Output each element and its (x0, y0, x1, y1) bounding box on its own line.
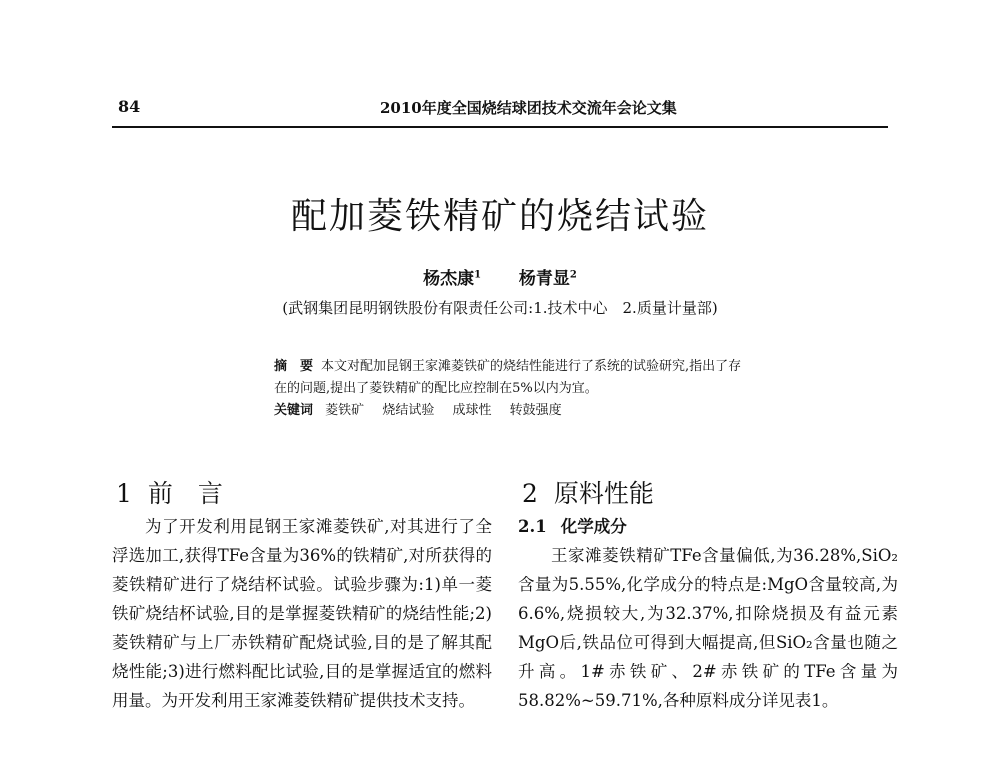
section-title: 前 言 (147, 479, 223, 508)
section-number: 1 (116, 479, 132, 508)
section2-paragraph: 王家滩菱铁精矿TFe含量偏低,为36.28%,SiO₂含量为5.55%,化学成分的特点是:MgO含量较高,为6.6%,烧损较大,为32.37%,扣除烧损及有益元素MgO后,铁品位可得到大幅提高,但SiO₂含量也随之升高。1#赤铁矿、2#赤铁矿的TFe含量为58.82%~59.71%,各种原料成分详见表1。 (518, 546, 898, 710)
section-heading-2 (522, 474, 654, 510)
authors (0, 264, 1000, 289)
abstract-block (248, 356, 753, 422)
section-number: 2 (522, 479, 538, 508)
affiliation: (武钢集团昆明钢铁股份有限责任公司:1.技术中心 2.质量计量部) (282, 299, 718, 317)
keyword: 转鼓强度 (509, 403, 562, 418)
keyword: 烧结试验 (382, 403, 435, 418)
paper-title: 配加菱铁精矿的烧结试验 (290, 196, 709, 237)
page-number: 84 (118, 97, 141, 116)
running-title: 2010年度全国烧结球团技术交流年会论文集 (380, 99, 677, 117)
author-name: 杨杰康 (423, 269, 475, 289)
abstract-label: 摘 要 (274, 359, 314, 374)
abstract-text: 本文对配加昆钢王家滩菱铁矿的烧结性能进行了系统的试验研究,指出了存在的问题,提出了菱铁精矿的配比应控制在5%以内为宜。 (274, 359, 742, 396)
subsection-number: 2.1 (518, 517, 547, 536)
section1-paragraph: 为了开发利用昆钢王家滩菱铁矿,对其进行了全浮选加工,获得TFe含量为36%的铁精矿,对所获得的菱铁精矿进行了烧结杯试验。试验步骤为:1)单一菱铁矿烧结杯试验,目的是掌握菱铁精矿的烧结性能;2)菱铁精矿与上厂赤铁精矿配烧试验,目的是了解其配烧性能;3)进行燃料配比试验,目的是掌握适宜的燃料用量。为开发利用王家滩菱铁精矿提供技术支持。 (112, 517, 492, 710)
left-column (112, 512, 492, 715)
keyword: 菱铁矿 (325, 403, 365, 418)
author-affiliation-mark: 1 (474, 269, 482, 281)
section-heading-1 (116, 474, 223, 510)
author-name: 杨青显 (518, 269, 570, 289)
keyword: 成球性 (452, 403, 492, 418)
keywords-label: 关键词 (274, 403, 314, 418)
author-affiliation-mark: 2 (569, 269, 577, 281)
header-rule (112, 126, 888, 128)
keywords (248, 400, 753, 422)
right-column (518, 512, 898, 715)
section-title: 原料性能 (553, 479, 654, 508)
abstract (248, 356, 753, 400)
subsection-title: 化学成分 (560, 517, 627, 536)
subsection-heading (518, 512, 898, 541)
